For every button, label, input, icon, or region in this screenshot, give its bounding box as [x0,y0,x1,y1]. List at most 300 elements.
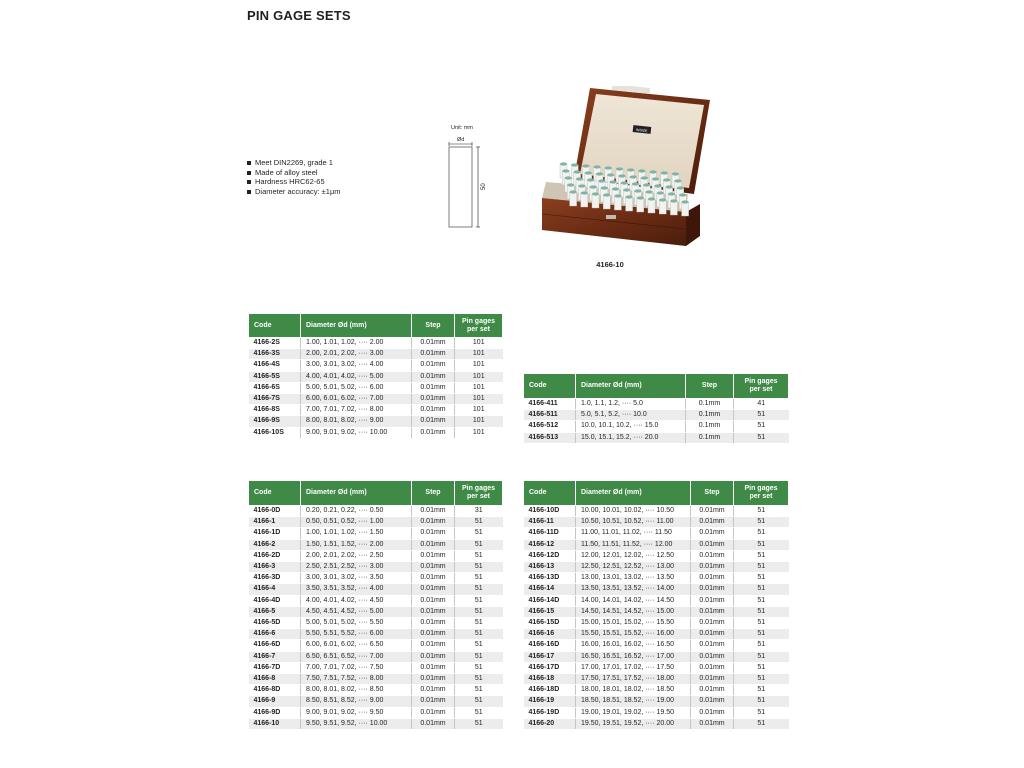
diameter-cell: 10.0, 10.1, 10.2, ···· 15.0 [576,421,686,432]
diameter-cell: 12.50, 12.51, 12.52, ···· 13.00 [576,562,691,573]
code-cell: 4166-6 [249,629,301,640]
pin-gage-cap [654,184,661,187]
diameter-cell: 4.00, 4.01, 4.02, ···· 4.50 [301,595,412,606]
diameter-cell: 17.50, 17.51, 17.52, ···· 18.00 [576,674,691,685]
code-cell: 4166-4D [249,595,301,606]
pins-per-set-cell: 51 [734,421,789,432]
table-row [524,550,789,561]
header-pins-per-set: Pin gages per set [455,314,503,338]
pins-per-set-cell: 51 [455,674,503,685]
header-code: Code [249,481,301,506]
table-row [524,718,789,729]
unit-label: Unit: mm [451,125,473,131]
code-cell: 4166-19D [524,707,576,718]
header-code: Code [524,374,576,399]
pin-gage-cap [666,185,673,188]
code-cell: 4166-15 [524,606,576,617]
pin-gage-cap [621,181,628,184]
pin-gage [581,193,588,207]
table-row [249,349,503,360]
pin-gage-outline [449,147,472,227]
pins-per-set-cell: 101 [455,382,503,393]
step-cell: 0.01mm [412,629,455,640]
diameter-cell: 9.00, 9.01, 9.02, ···· 9.50 [301,707,412,718]
pins-per-set-cell: 51 [734,606,789,617]
step-cell: 0.01mm [691,506,734,517]
pin-gage-cap [657,191,664,194]
code-cell: 4166-2S [249,338,301,349]
table-row [249,573,503,584]
step-cell: 0.01mm [412,584,455,595]
code-cell: 4166-4S [249,360,301,371]
pin-gage-cap [605,166,612,169]
code-cell: 4166-8S [249,405,301,416]
pin-gage [648,199,655,213]
pin-gage [659,200,666,214]
pins-per-set-cell: 51 [455,595,503,606]
diameter-cell: 15.0, 15.1, 15.2, ···· 20.0 [576,432,686,443]
header-step: Step [691,481,734,506]
pins-per-set-cell: 51 [455,517,503,528]
pin-gage-cap [661,171,668,174]
step-cell: 0.01mm [691,629,734,640]
pin-gage [637,198,644,212]
code-cell: 4166-2D [249,550,301,561]
pins-per-set-cell: 51 [455,718,503,729]
pin-gage [603,195,610,209]
header-pins-per-set: Pin gages per set [734,481,789,506]
table-small-series [248,480,503,730]
pin-gage-cap [638,169,645,172]
step-cell: 0.01mm [412,707,455,718]
header-step: Step [412,481,455,506]
step-cell: 0.01mm [412,674,455,685]
diameter-cell: 3.50, 3.51, 3.52, ···· 4.00 [301,584,412,595]
code-cell: 4166-14 [524,584,576,595]
pins-per-set-cell: 51 [455,539,503,550]
pins-per-set-cell: 51 [734,573,789,584]
diameter-cell: 9.50, 9.51, 9.52, ···· 10.00 [301,718,412,729]
code-cell: 4166-16 [524,629,576,640]
table-row [524,399,789,410]
step-cell: 0.01mm [412,506,455,517]
step-cell: 0.01mm [691,517,734,528]
code-cell: 4166-13 [524,562,576,573]
pin-gage-cap [648,197,655,200]
step-cell: 0.01mm [691,685,734,696]
step-cell: 0.01mm [412,606,455,617]
diameter-cell: 14.00, 14.01, 14.02, ···· 14.50 [576,595,691,606]
code-cell: 4166-2 [249,539,301,550]
pin-gage-set-case-photo [540,86,712,256]
code-cell: 4166-7 [249,651,301,662]
table-row [524,562,789,573]
code-cell: 4166-3D [249,573,301,584]
step-cell: 0.01mm [412,360,455,371]
code-cell: 4166-5 [249,606,301,617]
pin-gage-cap [634,189,641,192]
diameter-cell: 13.50, 13.51, 13.52, ···· 14.00 [576,584,691,595]
code-cell: 4166-511 [524,410,576,421]
pins-per-set-cell: 51 [455,685,503,696]
header-diameter: Diameter Ød (mm) [301,314,412,338]
pins-per-set-cell: 51 [734,718,789,729]
pins-per-set-cell: 51 [455,550,503,561]
step-cell: 0.01mm [412,550,455,561]
pins-per-set-cell: 51 [734,651,789,662]
diameter-cell: 6.50, 6.51, 6.52, ···· 7.00 [301,651,412,662]
table-row [249,674,503,685]
pins-per-set-cell: 51 [734,562,789,573]
pins-per-set-cell: 51 [734,539,789,550]
step-cell: 0.01mm [691,562,734,573]
table-row [524,432,789,443]
table-large-series [523,480,789,730]
diameter-cell: 5.00, 5.01, 5.02, ···· 5.50 [301,618,412,629]
diameter-label: Ød [457,137,465,143]
table-row [524,674,789,685]
pins-per-set-cell: 51 [734,517,789,528]
table-row [524,618,789,629]
step-cell: 0.01mm [691,528,734,539]
pins-per-set-cell: 51 [734,410,789,421]
table-row [249,584,503,595]
diameter-cell: 1.0, 1.1, 1.2, ···· 5.0 [576,399,686,410]
diameter-cell: 7.50, 7.51, 7.52, ···· 8.00 [301,674,412,685]
table-row [249,640,503,651]
pin-gage-cap [670,199,677,202]
code-cell: 4166-3S [249,349,301,360]
pins-per-set-cell: 51 [734,662,789,673]
pin-gage-cap [565,176,572,179]
pins-per-set-cell: 51 [455,573,503,584]
diameter-cell: 16.50, 16.51, 16.52, ···· 17.00 [576,651,691,662]
code-cell: 4166-12 [524,539,576,550]
step-cell: 0.01mm [691,595,734,606]
pin-gage-cap [614,194,621,197]
code-cell: 4166-5S [249,371,301,382]
pin-gage-cap [637,196,644,199]
pin-gage-cap [632,182,639,185]
step-cell: 0.01mm [691,718,734,729]
code-cell: 4166-0D [249,506,301,517]
pins-per-set-cell: 51 [455,606,503,617]
diameter-cell: 0.50, 0.51, 0.52, ···· 1.00 [301,517,412,528]
table-row [249,517,503,528]
pin-gage-cap [596,172,603,175]
code-cell: 4166-9D [249,707,301,718]
table-row [524,707,789,718]
diameter-cell: 2.00, 2.01, 2.02, ···· 2.50 [301,550,412,561]
diameter-cell: 1.00, 1.01, 1.02, ···· 2.00 [301,338,412,349]
pin-gage-cap [646,190,653,193]
table-row [524,662,789,673]
pins-per-set-cell: 101 [455,427,503,438]
table-row [249,405,503,416]
step-cell: 0.01mm [691,640,734,651]
code-cell: 4166-11 [524,517,576,528]
step-cell: 0.01mm [412,718,455,729]
header-code: Code [249,314,301,338]
step-cell: 0.01mm [412,651,455,662]
diameter-cell: 4.50, 4.51, 4.52, ···· 5.00 [301,606,412,617]
step-cell: 0.01mm [412,349,455,360]
pin-gage-cap [679,193,686,196]
step-cell: 0.01mm [691,618,734,629]
table-row [524,517,789,528]
pins-per-set-cell: 51 [734,432,789,443]
table-row [524,573,789,584]
table-row [524,606,789,617]
table-row [249,606,503,617]
code-cell: 4166-18D [524,685,576,696]
step-cell: 0.01mm [412,573,455,584]
pins-per-set-cell: 51 [734,595,789,606]
pin-gage-cap [618,174,625,177]
pins-per-set-cell: 41 [734,399,789,410]
code-cell: 4166-11D [524,528,576,539]
code-cell: 4166-17D [524,662,576,673]
diameter-cell: 15.00, 15.01, 15.02, ···· 15.50 [576,618,691,629]
table-row [249,562,503,573]
diameter-cell: 4.00, 4.01, 4.02, ···· 5.00 [301,371,412,382]
pin-gage-cap [571,163,578,166]
diameter-cell: 3.00, 3.01, 3.02, ···· 3.50 [301,573,412,584]
pins-per-set-cell: 51 [455,640,503,651]
pin-gage-cap [612,187,619,190]
table-row [249,595,503,606]
pin-gage-cap [594,165,601,168]
step-cell: 0.1mm [686,410,734,421]
code-cell: 4166-1 [249,517,301,528]
table-row [524,421,789,432]
diameter-cell: 7.00, 7.01, 7.02, ···· 7.50 [301,662,412,673]
pin-gage-cap [587,178,594,181]
step-cell: 0.01mm [691,662,734,673]
table-row [249,539,503,550]
code-cell: 4166-411 [524,399,576,410]
diameter-cell: 10.50, 10.51, 10.52, ···· 11.00 [576,517,691,528]
code-cell: 4166-13D [524,573,576,584]
photo-caption: 4166-10 [596,260,624,269]
pins-per-set-cell: 101 [455,349,503,360]
step-cell: 0.01mm [412,528,455,539]
pin-gage-cap [630,175,637,178]
diameter-cell: 2.00, 2.01, 2.02, ···· 3.00 [301,349,412,360]
diameter-cell: 7.00, 7.01, 7.02, ···· 8.00 [301,405,412,416]
table-row [524,410,789,421]
diameter-cell: 5.0, 5.1, 5.2, ···· 10.0 [576,410,686,421]
step-cell: 0.01mm [412,640,455,651]
pins-per-set-cell: 101 [455,416,503,427]
header-diameter: Diameter Ød (mm) [576,374,686,399]
code-cell: 4166-4 [249,584,301,595]
pins-per-set-cell: 51 [734,640,789,651]
pin-gage-cap [570,190,577,193]
step-cell: 0.01mm [412,662,455,673]
diameter-cell: 10.00, 10.01, 10.02, ···· 10.50 [576,506,691,517]
pins-per-set-cell: 101 [455,360,503,371]
pins-per-set-cell: 51 [455,618,503,629]
code-cell: 4166-3 [249,562,301,573]
table-row [249,416,503,427]
table-row [249,427,503,438]
step-cell: 0.01mm [412,382,455,393]
pins-per-set-cell: 51 [455,528,503,539]
diameter-cell: 5.50, 5.51, 5.52, ···· 6.00 [301,629,412,640]
step-cell: 0.01mm [412,517,455,528]
step-cell: 0.01mm [691,584,734,595]
pin-gage [614,196,621,210]
diameter-cell: 8.00, 8.01, 8.02, ···· 8.50 [301,685,412,696]
table-row [524,506,789,517]
pins-per-set-cell: 51 [734,674,789,685]
feature-item: Diameter accuracy: ±1μm [247,187,341,197]
table-row [249,718,503,729]
feature-item: Meet DIN2269, grade 1 [247,158,341,168]
pin-gage-cap [682,200,689,203]
header-diameter: Diameter Ød (mm) [301,481,412,506]
code-cell: 4166-513 [524,432,576,443]
feature-list [247,158,341,196]
diameter-cell: 14.50, 14.51, 14.52, ···· 15.00 [576,606,691,617]
code-cell: 4166-10 [249,718,301,729]
pins-per-set-cell: 51 [455,651,503,662]
code-cell: 4166-18 [524,674,576,685]
table-row [524,539,789,550]
step-cell: 0.01mm [412,539,455,550]
diameter-cell: 12.00, 12.01, 12.02, ···· 12.50 [576,550,691,561]
table-s-series [248,313,503,439]
header-pins-per-set: Pin gages per set [734,374,789,399]
step-cell: 0.01mm [412,405,455,416]
diameter-cell: 16.00, 16.01, 16.02, ···· 16.50 [576,640,691,651]
header-diameter: Diameter Ød (mm) [576,481,691,506]
code-cell: 4166-7S [249,394,301,405]
pin-gage-cap [581,191,588,194]
pin-gage-cap [582,164,589,167]
pin-gage-cap [616,167,623,170]
brand-plate-text: INSIZE [635,127,648,134]
pins-per-set-cell: 51 [734,506,789,517]
table-row [249,707,503,718]
pin-gage-cap [603,193,610,196]
code-cell: 4166-10S [249,427,301,438]
step-cell: 0.01mm [412,618,455,629]
pins-per-set-cell: 51 [734,685,789,696]
table-row [524,696,789,707]
pin-gage-cap [601,186,608,189]
table-row [249,528,503,539]
step-cell: 0.01mm [412,562,455,573]
code-cell: 4166-19 [524,696,576,707]
step-cell: 0.01mm [412,696,455,707]
pins-per-set-cell: 51 [455,707,503,718]
header-step: Step [412,314,455,338]
diameter-cell: 1.50, 1.51, 1.52, ···· 2.00 [301,539,412,550]
code-cell: 4166-14D [524,595,576,606]
diameter-cell: 2.50, 2.51, 2.52, ···· 3.00 [301,562,412,573]
pins-per-set-cell: 51 [455,629,503,640]
code-cell: 4166-20 [524,718,576,729]
diameter-cell: 6.00, 6.01, 6.02, ···· 7.00 [301,394,412,405]
pin-gage-cap [672,172,679,175]
table-row [524,528,789,539]
pin-gage [626,197,633,211]
table-row [249,662,503,673]
diameter-cell: 9.00, 9.01, 9.02, ···· 10.00 [301,427,412,438]
pin-gage [670,201,677,215]
header-code: Code [524,481,576,506]
pin-gage-cap [590,185,597,188]
pin-gage-cap [592,192,599,195]
header-pins-per-set: Pin gages per set [455,481,503,506]
step-cell: 0.1mm [686,421,734,432]
code-cell: 4166-6D [249,640,301,651]
step-cell: 0.01mm [691,696,734,707]
pin-gage-cap [560,162,567,165]
table-row [524,584,789,595]
table-row [524,640,789,651]
pins-per-set-cell: 51 [734,584,789,595]
diameter-cell: 1.00, 1.01, 1.02, ···· 1.50 [301,528,412,539]
diameter-cell: 3.00, 3.01, 3.02, ···· 4.00 [301,360,412,371]
pin-gage-cap [643,183,650,186]
pin-gage-cap [677,186,684,189]
pin-gage [682,202,689,216]
step-cell: 0.01mm [691,674,734,685]
pin-gage-cap [674,179,681,182]
pin-gage-cap [610,180,617,183]
step-cell: 0.01mm [412,595,455,606]
length-label: 50 [481,183,487,190]
pin-gage-dimension-diagram [447,120,497,230]
pins-per-set-cell: 101 [455,338,503,349]
code-cell: 4166-9S [249,416,301,427]
pins-per-set-cell: 51 [734,629,789,640]
step-cell: 0.1mm [686,432,734,443]
diameter-cell: 11.00, 11.01, 11.02, ···· 11.50 [576,528,691,539]
step-cell: 0.01mm [691,651,734,662]
table-row [524,629,789,640]
table-row [249,629,503,640]
pin-gage-cap [659,198,666,201]
diameter-cell: 8.50, 8.51, 8.52, ···· 9.00 [301,696,412,707]
pin-gage-cap [585,171,592,174]
table-row [524,651,789,662]
step-cell: 0.01mm [691,539,734,550]
page-title: PIN GAGE SETS [247,8,351,23]
pin-gage-cap [668,192,675,195]
pin-gage-cap [663,178,670,181]
code-cell: 4166-17 [524,651,576,662]
case-latch [606,215,616,219]
diameter-cell: 19.50, 19.51, 19.52, ···· 20.00 [576,718,691,729]
pins-per-set-cell: 51 [455,584,503,595]
pin-gage-cap [578,184,585,187]
header-step: Step [686,374,734,399]
pin-gage-cap [574,170,581,173]
code-cell: 4166-15D [524,618,576,629]
pins-per-set-cell: 51 [734,707,789,718]
pin-gage-cap [567,183,574,186]
pin-gage-cap [562,169,569,172]
table-row [249,685,503,696]
code-cell: 4166-512 [524,421,576,432]
code-cell: 4166-12D [524,550,576,561]
code-cell: 4166-1D [249,528,301,539]
table-row [249,360,503,371]
